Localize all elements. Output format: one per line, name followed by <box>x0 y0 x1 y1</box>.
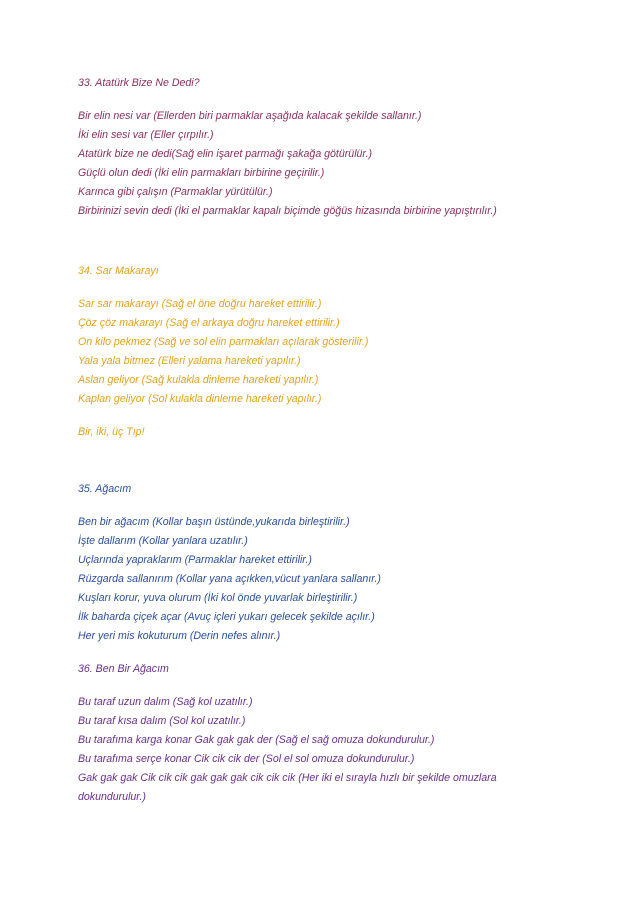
rhyme-line: Gak gak gak Cik cik cik gak gak gak cik cik cik (Her iki el sırayla hızlı bir şekilde omuzlara <box>78 772 497 784</box>
section-ataturk-bize-ne-dedi <box>78 74 578 221</box>
section-ben-bir-agacim <box>78 660 578 807</box>
rhyme-line: Atatürk bize ne dedi(Sağ elin işaret parmağı şakağa götürülür.) <box>78 148 373 160</box>
rhyme-line: Sar sar makarayı (Sağ el öne doğru hareket ettirilir.) <box>78 298 322 310</box>
rhyme-line: Bu tarafıma serçe konar Cik cik cik der (Sol el sol omuza dokundurulur.) <box>78 753 415 765</box>
rhyme-line: Karınca gibi çalışın (Parmaklar yürütülür.) <box>78 186 273 198</box>
rhyme-line: Kaplan geliyor (Sol kulakla dinleme hareketi yapılır.) <box>78 393 322 405</box>
section-title: 33. Atatürk Bize Ne Dedi? <box>78 77 200 89</box>
rhyme-line: İşte dallarım (Kollar yanlara uzatılır.) <box>78 535 248 547</box>
rhyme-line: İki elin sesi var (Eller çırpılır.) <box>78 129 214 141</box>
rhyme-line: dokundurulur.) <box>78 791 146 803</box>
rhyme-line: Çöz çöz makarayı (Sağ el arkaya doğru hareket ettirilir.) <box>78 317 340 329</box>
rhyme-line: Ben bir ağacım (Kollar başın üstünde,yukarıda birleştirilir.) <box>78 516 350 528</box>
spacer <box>78 409 578 423</box>
rhyme-line: Bu taraf kısa dalım (Sol kol uzatılır.) <box>78 715 246 727</box>
section-agacim <box>78 480 578 646</box>
section-title: 34. Sar Makarayı <box>78 265 159 277</box>
rhyme-line: Rüzgarda sallanırım (Kollar yana açıkken,vücut yanlara sallanır.) <box>78 573 381 585</box>
rhyme-line: Uçlarında yapraklarım (Parmaklar hareket ettirilir.) <box>78 554 312 566</box>
rhyme-line: Bir elin nesi var (Ellerden biri parmaklar aşağıda kalacak şekilde sallanır.) <box>78 110 422 122</box>
rhyme-line: Bu taraf uzun dalım (Sağ kol uzatılır.) <box>78 696 253 708</box>
rhyme-line: Kuşları korur, yuva olurum (İki kol önde yuvarlak birleştirilir.) <box>78 592 358 604</box>
rhyme-line: Her yeri mis kokuturum (Derin nefes alınır.) <box>78 630 281 642</box>
section-title: 36. Ben Bir Ağacım <box>78 663 169 675</box>
rhyme-line: Bu tarafıma karga konar Gak gak gak der (Sağ el sağ omuza dokundurulur.) <box>78 734 435 746</box>
rhyme-line: Güçlü olun dedi (İki elin parmakları birbirine geçirilir.) <box>78 167 325 179</box>
rhyme-line: Yala yala bitmez (Elleri yalama hareketi yapılır.) <box>78 355 301 367</box>
rhyme-line: Aslan geliyor (Sağ kulakla dinleme hareketi yapılır.) <box>78 374 319 386</box>
section-sar-makarayi <box>78 262 578 442</box>
rhyme-line: On kilo pekmez (Sağ ve sol elin parmakları açılarak gösterilir.) <box>78 336 369 348</box>
rhyme-line: İlk baharda çiçek açar (Avuç içleri yukarı gelecek şekilde açılır.) <box>78 611 375 623</box>
rhyme-closing: Bir, iki, üç Tıp! <box>78 426 145 438</box>
section-title: 35. Ağacım <box>78 483 132 495</box>
rhyme-line: Birbirinizi sevin dedi (İki el parmaklar kapalı biçimde göğüs hizasında birbirine yapıştırılır.) <box>78 205 497 217</box>
document-page <box>78 74 578 807</box>
